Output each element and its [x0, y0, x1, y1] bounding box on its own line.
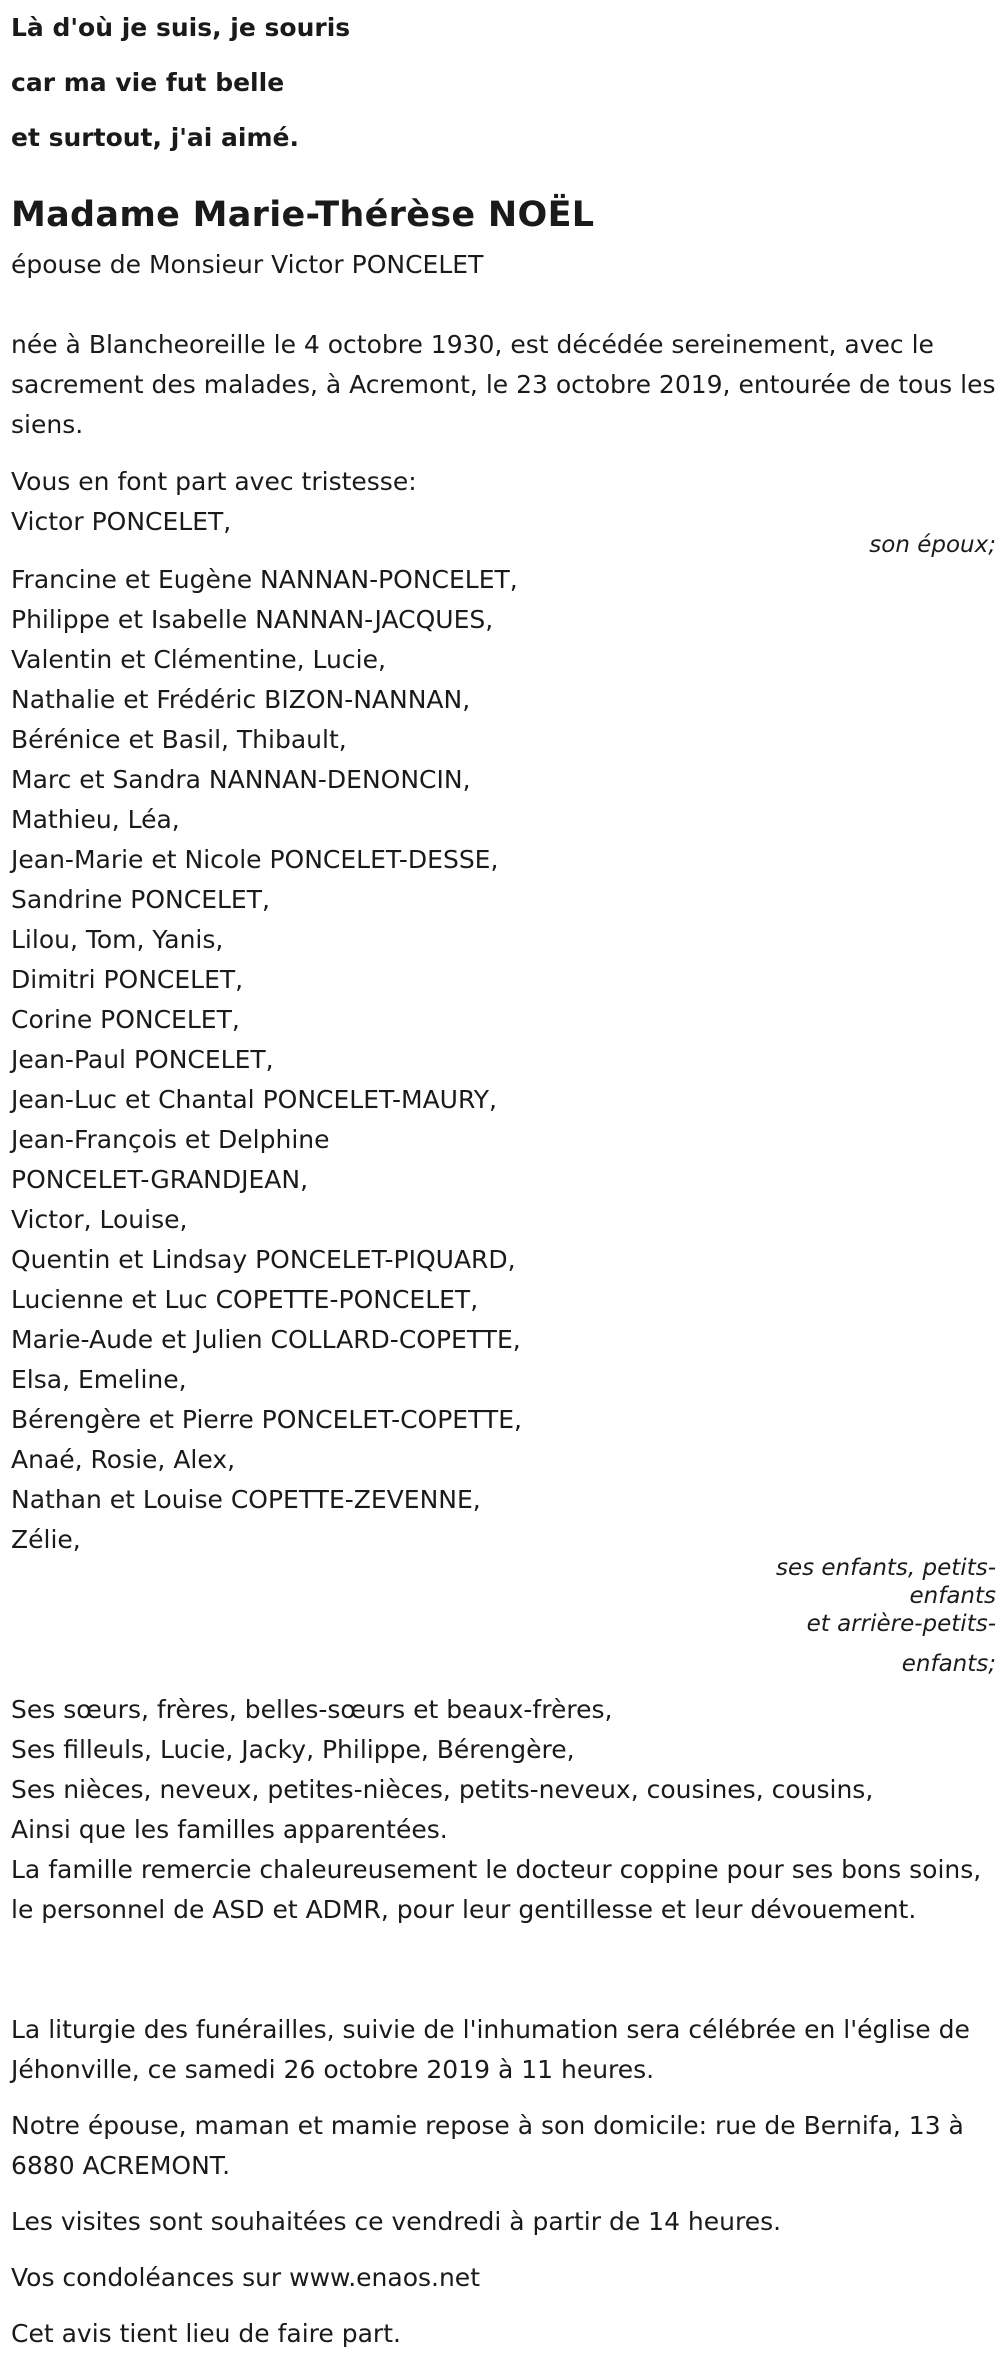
list-item: Ainsi que les familles apparentées.: [11, 1815, 448, 1844]
list-item: Valentin et Clémentine, Lucie,: [11, 645, 386, 674]
list-item: Jean-Luc et Chantal PONCELET-MAURY,: [11, 1085, 497, 1114]
list-item: Anaé, Rosie, Alex,: [11, 1445, 236, 1474]
list-item: Elsa, Emeline,: [11, 1365, 187, 1394]
list-item: Philippe et Isabelle NANNAN-JACQUES,: [11, 605, 494, 634]
list-item: Bérengère et Pierre PONCELET-COPETTE,: [11, 1405, 522, 1434]
quote-line: et surtout, j'ai aimé.: [11, 123, 300, 152]
list-item: Zélie,: [11, 1525, 81, 1554]
list-item: Lucienne et Luc COPETTE-PONCELET,: [11, 1285, 479, 1314]
list-item: Victor, Louise,: [11, 1205, 188, 1234]
role-line: ses enfants, petits-: [775, 1555, 996, 1581]
liturgy-paragraph: La liturgie des funérailles, suivie de l'inhumation sera célébrée en l'église de Jéhonville, ce samedi 26 octobre 2019 à 11 heures.: [11, 2015, 970, 2084]
list-item: Lilou, Tom, Yanis,: [11, 925, 224, 954]
list-item: Quentin et Lindsay PONCELET-PIQUARD,: [11, 1245, 516, 1274]
list-item: Jean-Marie et Nicole PONCELET-DESSE,: [11, 845, 499, 874]
list-item: Ses nièces, neveux, petites-nièces, petits-neveux, cousines, cousins,: [11, 1775, 874, 1804]
condolences-text: Vos condoléances sur www.enaos.net: [11, 2263, 480, 2292]
husband-name: Victor PONCELET,: [11, 507, 232, 536]
list-item: Francine et Eugène NANNAN-PONCELET,: [11, 565, 518, 594]
birth-death-paragraph: née à Blancheoreille le 4 octobre 1930, est décédée sereinement, avec le sacrement des malades, à Acremont, le 23 octobre 2019, entourée de tous les siens.: [11, 330, 996, 439]
family-list: [11, 560, 996, 1560]
list-item: Jean-François et Delphine: [11, 1125, 330, 1154]
role-line: et arrière-petits-: [806, 1611, 996, 1637]
list-item: Dimitri PONCELET,: [11, 965, 244, 994]
list-item: Nathalie et Frédéric BIZON-NANNAN,: [11, 685, 471, 714]
list-item: Marc et Sandra NANNAN-DENONCIN,: [11, 765, 471, 794]
list-item: Bérénice et Basil, Thibault,: [11, 725, 347, 754]
spouse-line: épouse de Monsieur Victor PONCELET: [11, 250, 484, 279]
role-line: enfants: [909, 1583, 996, 1609]
husband-role: son époux;: [869, 532, 996, 558]
deceased-name: Madame Marie-Thérèse NOËL: [11, 195, 595, 235]
role-line: enfants;: [901, 1651, 996, 1677]
quote-line: car ma vie fut belle: [11, 68, 285, 97]
family-role: [11, 1548, 996, 1684]
list-item: Corine PONCELET,: [11, 1005, 240, 1034]
other-relatives: [11, 1690, 996, 1850]
list-item: PONCELET-GRANDJEAN,: [11, 1165, 309, 1194]
opening-quote: [11, 0, 996, 165]
thanks-paragraph: La famille remercie chaleureusement le docteur coppine pour ses bons soins, le personnel de ASD et ADMR, pour leur gentillesse et leur dévouement.: [11, 1855, 982, 1924]
list-item: Ses filleuls, Lucie, Jacky, Philippe, Bérengère,: [11, 1735, 575, 1764]
quote-line: Là d'où je suis, je souris: [11, 13, 351, 42]
list-item: Mathieu, Léa,: [11, 805, 180, 834]
announce-intro: Vous en font part avec tristesse:: [11, 467, 417, 496]
list-item: Ses sœurs, frères, belles-sœurs et beaux-frères,: [11, 1695, 613, 1724]
list-item: Jean-Paul PONCELET,: [11, 1045, 274, 1074]
visits-text: Les visites sont souhaitées ce vendredi à partir de 14 heures.: [11, 2207, 782, 2236]
repose-paragraph: Notre épouse, maman et mamie repose à son domicile: rue de Bernifa, 13 à 6880 ACREMONT.: [11, 2111, 964, 2180]
list-item: Nathan et Louise COPETTE-ZEVENNE,: [11, 1485, 481, 1514]
list-item: Marie-Aude et Julien COLLARD-COPETTE,: [11, 1325, 521, 1354]
notice-text: Cet avis tient lieu de faire part.: [11, 2319, 401, 2348]
list-item: Sandrine PONCELET,: [11, 885, 270, 914]
